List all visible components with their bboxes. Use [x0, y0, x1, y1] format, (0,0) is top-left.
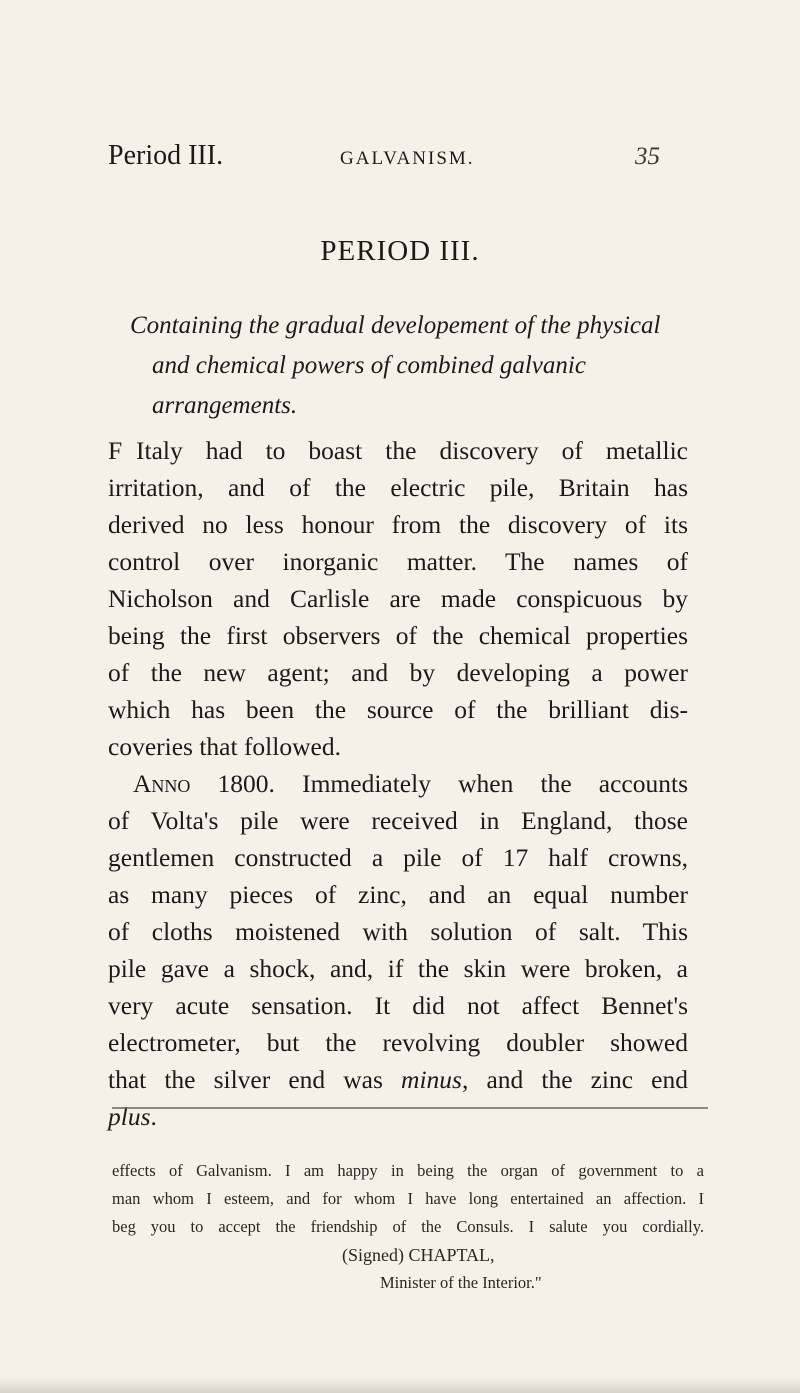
chapter-subtitle [130, 306, 690, 426]
italic-term: minus [401, 1065, 462, 1094]
body-line: F Italy had to boast the discovery of metallic [108, 432, 688, 469]
page-number: 35 [635, 143, 660, 170]
body-line: derived no less honour from the discovery of its [108, 510, 688, 539]
body-line: very acute sensation. It did not affect Bennet's [108, 991, 688, 1020]
running-head-topic: GALVANISM. [340, 148, 475, 169]
body-line: that the silver end was minus, and the zinc end [108, 1065, 688, 1094]
subtitle-line: and chemical powers of combined galvanic [152, 352, 586, 379]
footnote-line: beg you to accept the friendship of the Consuls. I salute you cordially. [112, 1217, 704, 1236]
body-text [108, 432, 688, 1135]
body-line: pile gave a shock, and, if the skin were broken, a [108, 954, 688, 983]
page-edge [0, 1378, 800, 1393]
subtitle-line: Containing the gradual developement of the physical [130, 312, 661, 339]
running-head [108, 140, 660, 180]
subtitle-line: arrangements. [152, 392, 298, 419]
body-line: which has been the source of the brilliant dis- [108, 695, 688, 724]
body-line: Nicholson and Carlisle are made conspicuous by [108, 584, 688, 613]
body-line: irritation, and of the electric pile, Britain has [108, 473, 688, 502]
body-line: of cloths moistened with solution of salt. This [108, 917, 688, 946]
footnote-signatory-title: Minister of the Interior." [380, 1273, 542, 1292]
running-head-period: Period III. [108, 140, 224, 171]
body-line: of the new agent; and by developing a power [108, 658, 688, 687]
drop-initial: F [108, 436, 123, 465]
body-line: being the first observers of the chemical properties [108, 621, 688, 650]
year-marker: Anno 1800. [133, 769, 275, 798]
body-line: coveries that followed. [108, 732, 341, 761]
footnote-line: effects of Galvanism. I am happy in being the organ of government to a [112, 1161, 704, 1180]
chapter-title: PERIOD III. [320, 235, 480, 267]
footnote-divider [112, 1107, 708, 1109]
body-line: of Volta's pile were received in England, those [108, 806, 688, 835]
body-line: control over inorganic matter. The names of [108, 547, 688, 576]
body-line: electrometer, but the revolving doubler showed [108, 1028, 688, 1057]
footnote-signature: (Signed) CHAPTAL, [342, 1245, 495, 1265]
body-line: as many pieces of zinc, and an equal number [108, 880, 688, 909]
footnote-line: man whom I esteem, and for whom I have long entertained an affection. I [112, 1189, 704, 1208]
body-line: Anno 1800. Immediately when the accounts [133, 769, 689, 798]
footnote [112, 1157, 704, 1297]
body-line: gentlemen constructed a pile of 17 half crowns, [108, 843, 688, 872]
italic-term: plus [108, 1102, 151, 1131]
body-line: plus. [108, 1102, 157, 1131]
